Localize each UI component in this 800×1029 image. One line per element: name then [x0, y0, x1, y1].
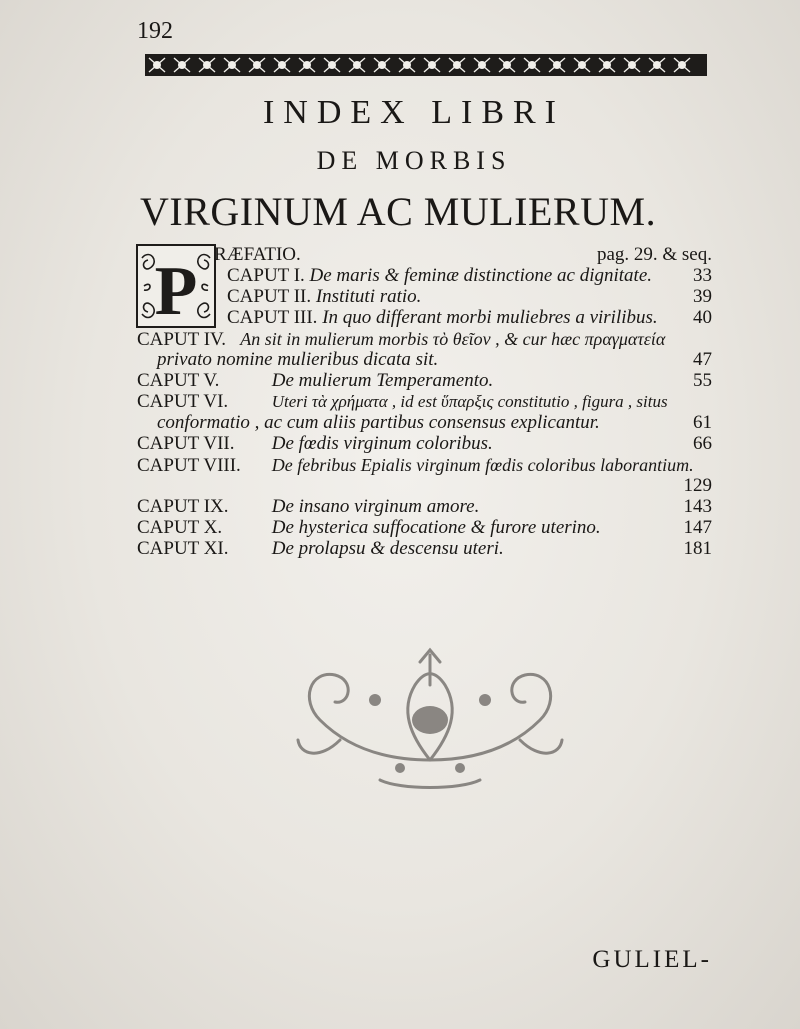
chapter-6-title-cont: conformatio , ac cum aliis partibus consensus explicantur. [157, 412, 600, 433]
chapter-11-label: CAPUT XI. [137, 538, 229, 559]
chapter-6-entry [137, 391, 668, 413]
chapter-1-title: De maris & feminæ distinctione ac dignitate. [309, 265, 653, 286]
chapter-1-entry [227, 265, 652, 287]
chapter-7-page: 66 [693, 433, 712, 454]
chapter-4-title-cont: privato nomine mulieribus dicata sit. [157, 349, 439, 370]
chapter-3-label: CAPUT III. [227, 307, 318, 328]
chapter-2-page: 39 [693, 286, 712, 307]
chapter-1-label: CAPUT I. [227, 265, 305, 286]
chapter-5-entry [137, 370, 493, 392]
chapter-6-entry-cont [157, 412, 600, 434]
chapter-8-entry [137, 454, 694, 477]
chapter-10-label: CAPUT X. [137, 517, 223, 538]
preface-page: pag. 29. & seq. [596, 244, 712, 265]
chapter-4-label: CAPUT IV. [137, 329, 227, 350]
chapter-8-title: De febribus Epialis virginum fœdis coloribus laborantium. [271, 455, 694, 475]
chapter-10-entry [137, 517, 601, 539]
page-number: 192 [137, 18, 173, 44]
index-main-heading: VIRGINUM AC MULIERUM. [140, 189, 657, 234]
chapter-1-page: 33 [693, 265, 712, 286]
chapter-4-entry [137, 328, 665, 351]
catchword: GULIEL- [592, 946, 712, 973]
chapter-2-entry [227, 286, 421, 308]
dropcap-letter: P [154, 253, 198, 328]
chapter-3-title: In quo differant morbi muliebres a virilibus. [322, 307, 658, 328]
chapter-7-label: CAPUT VII. [137, 433, 235, 454]
chapter-3-entry [227, 307, 658, 329]
chapter-6-page: 61 [693, 412, 712, 433]
chapter-11-entry [137, 538, 504, 560]
chapter-11-title: De prolapsu & descensu uteri. [271, 538, 504, 559]
chapter-6-label: CAPUT VI. [137, 391, 229, 412]
chapter-4-page: 47 [693, 349, 712, 370]
chapter-4-title: An sit in mulierum morbis τὸ θεῖον , & cur hæc πραγματεία [240, 329, 666, 349]
chapter-2-title: Instituti ratio. [315, 286, 422, 307]
tailpiece-ornament [280, 640, 580, 800]
preface-entry [214, 244, 301, 266]
chapter-11-page: 181 [683, 538, 712, 559]
ornamental-band [145, 52, 707, 78]
chapter-5-label: CAPUT V. [137, 370, 220, 391]
chapter-5-title: De mulierum Temperamento. [271, 370, 494, 391]
index-title: INDEX LIBRI [262, 94, 566, 131]
chapter-8-label: CAPUT VIII. [137, 455, 241, 476]
chapter-10-title: De hysterica suffocatione & furore uterino. [271, 517, 601, 538]
chapter-9-title: De insano virginum amore. [271, 496, 480, 517]
chapter-2-label: CAPUT II. [227, 286, 312, 307]
decorated-initial [136, 244, 216, 328]
chapter-10-page: 147 [683, 517, 712, 538]
chapter-6-title: Uteri τὰ χρήματα , id est ὕπαρξις constitutio , figura , situs [271, 392, 668, 411]
chapter-4-entry-cont [157, 349, 438, 371]
index-subtitle: DE MORBIS [316, 146, 512, 175]
chapter-3-page: 40 [693, 307, 712, 328]
chapter-7-entry [137, 433, 493, 455]
preface-label: RÆFATIO. [214, 244, 301, 265]
chapter-5-page: 55 [693, 370, 712, 391]
chapter-9-label: CAPUT IX. [137, 496, 229, 517]
chapter-9-entry [137, 496, 479, 518]
chapter-8-page: 129 [683, 475, 712, 496]
chapter-9-page: 143 [683, 496, 712, 517]
chapter-7-title: De fœdis virginum coloribus. [271, 433, 493, 454]
